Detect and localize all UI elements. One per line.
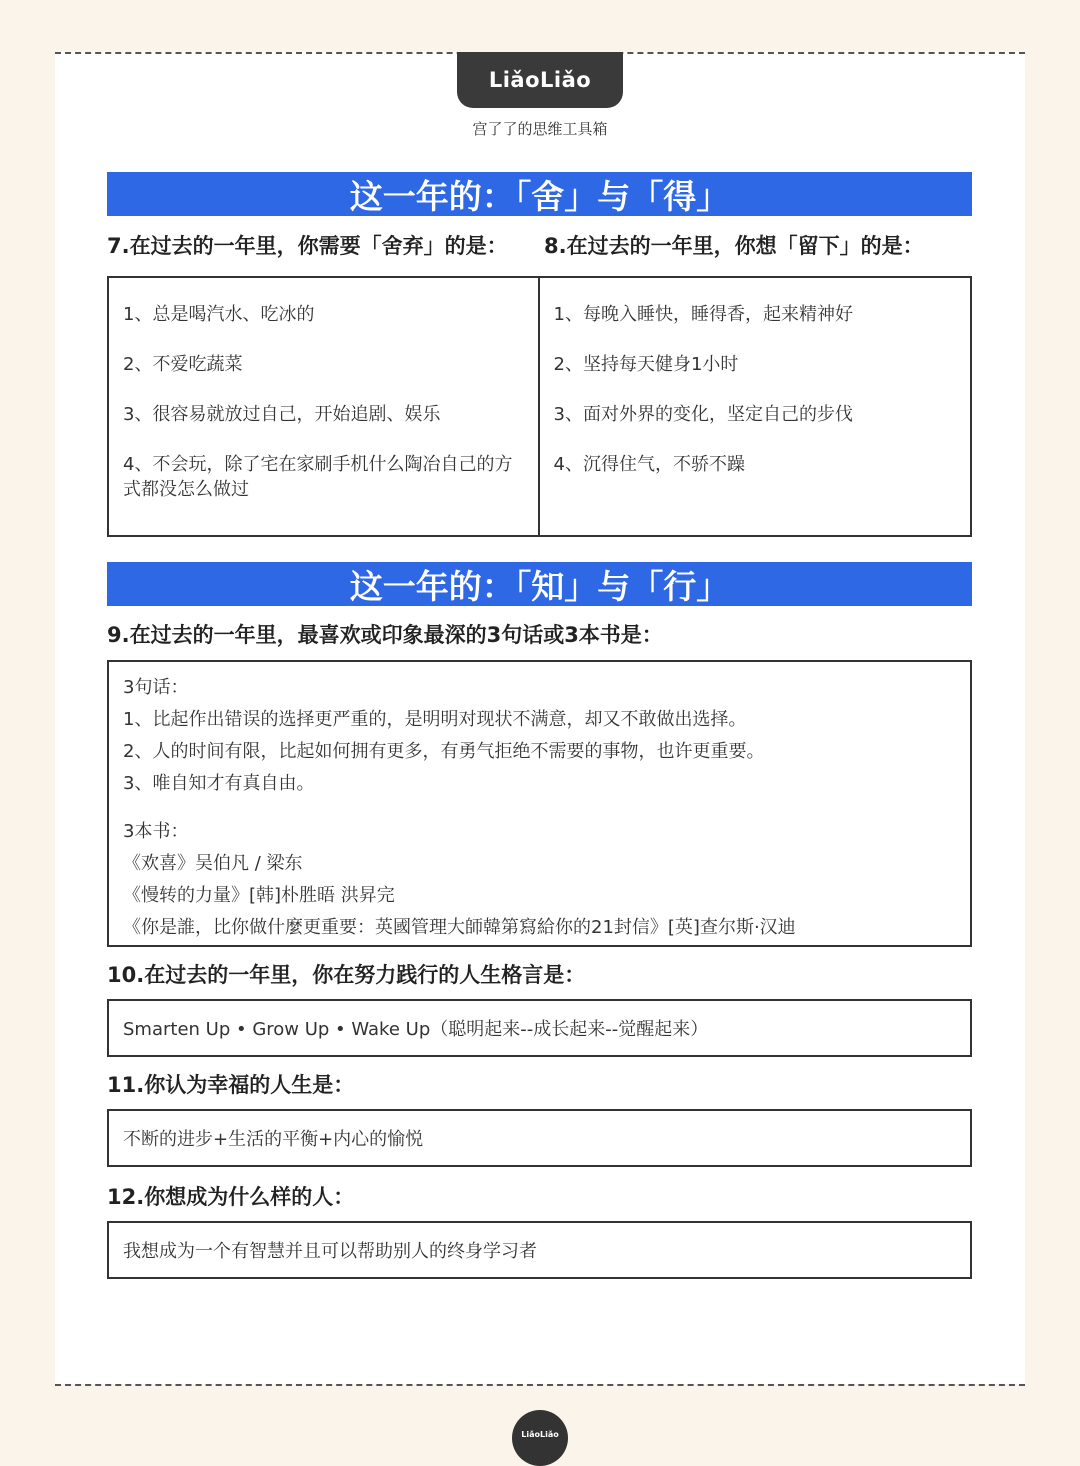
book-item: 《你是誰，比你做什麼更重要：英國管理大師韓第寫給你的21封信》[英]查尔斯·汉迪 <box>123 917 796 938</box>
quote-item: 2、人的时间有限，比起如何拥有更多，有勇气拒绝不需要的事物，也许更重要。 <box>123 741 765 762</box>
question-9: 9.在过去的一年里，最喜欢或印象最深的3句话或3本书是： <box>107 623 663 647</box>
question-12: 12.你想成为什么样的人： <box>107 1185 355 1209</box>
question-10: 10.在过去的一年里，你在努力践行的人生格言是： <box>107 963 586 987</box>
section-title-know-do: 这一年的：「知」与「行」 <box>107 562 972 606</box>
brand-logo: LiǎoLiǎo <box>457 52 623 108</box>
quote-item: 1、比起作出错误的选择更严重的，是明明对现状不满意，却又不敢做出选择。 <box>123 709 747 730</box>
quotes-books-box <box>107 660 972 947</box>
list-item: 2、坚持每天健身1小时 <box>553 354 739 375</box>
quote-item: 3、唯自知才有真自由。 <box>123 773 315 794</box>
list-item: 1、总是喝汽水、吃冰的 <box>123 304 315 325</box>
list-item: 3、面对外界的变化，坚定自己的步伐 <box>553 404 853 425</box>
list-item: 3、很容易就放过自己，开始追剧、娱乐 <box>123 404 441 425</box>
keep-column <box>540 278 971 535</box>
question-8: 8.在过去的一年里，你想「留下」的是： <box>544 234 924 258</box>
bottom-dashed-border <box>55 1384 1025 1386</box>
books-heading: 3本书： <box>123 821 189 842</box>
list-item: 1、每晚入睡快，睡得香，起来精神好 <box>553 304 853 325</box>
question-7: 7.在过去的一年里，你需要「舍弃」的是： <box>107 234 508 258</box>
answer-12: 我想成为一个有智慧并且可以帮助别人的终身学习者 <box>107 1221 972 1279</box>
list-item: 2、不爱吃蔬菜 <box>123 354 243 375</box>
footer-logo: LiǎoLiǎo <box>512 1410 568 1466</box>
book-item: 《慢转的力量》[韩]朴胜晤 洪昇完 <box>123 885 395 906</box>
question-11: 11.你认为幸福的人生是： <box>107 1073 355 1097</box>
answer-10: Smarten Up • Grow Up • Wake Up（聪明起来--成长起来--觉醒起来） <box>107 999 972 1057</box>
answer-11: 不断的进步+生活的平衡+内心的愉悦 <box>107 1109 972 1167</box>
give-up-column <box>109 278 540 535</box>
brand-subtitle: 宫了了的思维工具箱 <box>472 120 608 138</box>
give-take-table <box>107 276 972 537</box>
section-title-give-take: 这一年的：「舍」与「得」 <box>107 172 972 216</box>
list-item: 4、沉得住气，不骄不躁 <box>553 454 745 475</box>
book-item: 《欢喜》吴伯凡 / 梁东 <box>123 853 303 874</box>
list-item: 4、不会玩，除了宅在家刷手机什么陶冶自己的方式都没怎么做过 <box>123 454 513 500</box>
quotes-heading: 3句话： <box>123 677 189 698</box>
